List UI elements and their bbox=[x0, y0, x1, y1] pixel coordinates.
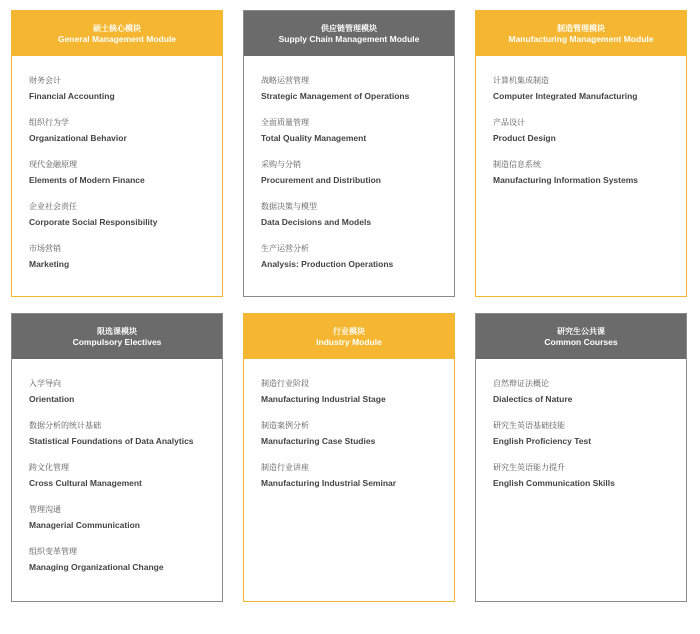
course-name-zh: 制造案例分析 bbox=[261, 421, 309, 430]
course-name-en: Manufacturing Case Studies bbox=[261, 436, 376, 446]
course-list bbox=[476, 359, 686, 490]
module-title-en: Supply Chain Management Module bbox=[278, 33, 420, 44]
module-header bbox=[12, 314, 222, 359]
course-name-en: Manufacturing Industrial Seminar bbox=[261, 478, 397, 488]
course-item bbox=[261, 462, 454, 490]
module-title-en: General Management Module bbox=[57, 33, 177, 44]
course-name-zh: 企业社会责任 bbox=[29, 202, 77, 211]
course-name-en: Orientation bbox=[29, 394, 75, 404]
module-card-general-management bbox=[11, 10, 223, 297]
course-name-en: Analysis: Production Operations bbox=[261, 259, 394, 269]
module-title-en: Industry Module bbox=[316, 336, 382, 347]
module-title-en: Common Courses bbox=[544, 336, 618, 347]
course-list bbox=[12, 56, 222, 271]
module-title-zh: 制造管理模块 bbox=[557, 23, 605, 33]
module-title-zh: 供应链管理模块 bbox=[321, 23, 377, 33]
course-item bbox=[29, 546, 222, 574]
course-name-zh: 管理沟通 bbox=[29, 505, 61, 514]
course-name-en: English Communication Skills bbox=[493, 478, 615, 488]
course-item bbox=[493, 117, 686, 145]
course-name-en: Total Quality Management bbox=[261, 133, 367, 143]
course-item bbox=[261, 201, 454, 229]
course-item bbox=[29, 75, 222, 103]
module-title-zh: 研究生公共课 bbox=[557, 326, 605, 336]
course-item bbox=[29, 159, 222, 187]
course-name-zh: 产品设计 bbox=[493, 118, 525, 127]
course-name-zh: 组织行为学 bbox=[29, 118, 69, 127]
course-item bbox=[493, 462, 686, 490]
course-item bbox=[29, 462, 222, 490]
course-name-en: English Proficiency Test bbox=[493, 436, 592, 446]
course-name-en: Product Design bbox=[493, 133, 556, 143]
course-name-zh: 采购与分销 bbox=[261, 160, 301, 169]
course-name-en: Managerial Communication bbox=[29, 520, 140, 530]
course-name-zh: 制造行业讲座 bbox=[261, 463, 309, 472]
course-name-en: Computer Integrated Manufacturing bbox=[493, 91, 638, 101]
course-item bbox=[493, 159, 686, 187]
module-card-compulsory-electives bbox=[11, 313, 223, 602]
course-name-en: Manufacturing Information Systems bbox=[493, 175, 638, 185]
course-name-en: Corporate Social Responsibility bbox=[29, 217, 158, 227]
course-name-en: Manufacturing Industrial Stage bbox=[261, 394, 386, 404]
course-name-zh: 全面质量管理 bbox=[261, 118, 309, 127]
module-card-industry bbox=[243, 313, 455, 602]
course-item bbox=[261, 117, 454, 145]
course-name-en: Cross Cultural Management bbox=[29, 478, 142, 488]
course-name-zh: 研究生英语能力提升 bbox=[493, 463, 565, 472]
module-header bbox=[244, 314, 454, 359]
course-list bbox=[244, 56, 454, 271]
course-name-zh: 自然辩证法概论 bbox=[493, 379, 549, 388]
course-item bbox=[29, 378, 222, 406]
module-header bbox=[12, 11, 222, 56]
course-item bbox=[29, 420, 222, 448]
course-name-en: Strategic Management of Operations bbox=[261, 91, 410, 101]
course-item bbox=[261, 243, 454, 271]
course-item bbox=[493, 75, 686, 103]
module-title-en: Compulsory Electives bbox=[72, 336, 162, 347]
course-item bbox=[29, 117, 222, 145]
course-item bbox=[261, 159, 454, 187]
module-title-zh: 硕士核心模块 bbox=[93, 23, 141, 33]
course-name-zh: 生产运营分析 bbox=[261, 244, 309, 253]
course-name-en: Managing Organizational Change bbox=[29, 562, 164, 572]
course-item bbox=[261, 378, 454, 406]
course-item bbox=[261, 75, 454, 103]
module-title-zh: 限选课模块 bbox=[97, 326, 137, 336]
module-header bbox=[476, 11, 686, 56]
course-item bbox=[493, 420, 686, 448]
course-item bbox=[29, 504, 222, 532]
course-name-en: Procurement and Distribution bbox=[261, 175, 381, 185]
module-header bbox=[476, 314, 686, 359]
course-name-zh: 入学导向 bbox=[29, 379, 61, 388]
course-item bbox=[261, 420, 454, 448]
course-name-zh: 研究生英语基础技能 bbox=[493, 421, 565, 430]
course-name-zh: 跨文化管理 bbox=[29, 463, 69, 472]
module-title-en: Manufacturing Management Module bbox=[508, 33, 654, 44]
module-title-zh: 行业模块 bbox=[333, 326, 365, 336]
course-item bbox=[29, 243, 222, 271]
course-item bbox=[493, 378, 686, 406]
course-name-zh: 制造信息系统 bbox=[493, 160, 541, 169]
course-name-zh: 财务会计 bbox=[29, 76, 61, 85]
module-card-manufacturing-management bbox=[475, 10, 687, 297]
course-name-en: Elements of Modern Finance bbox=[29, 175, 145, 185]
course-name-en: Financial Accounting bbox=[29, 91, 115, 101]
course-list bbox=[244, 359, 454, 490]
course-name-zh: 制造行业阶段 bbox=[261, 379, 309, 388]
course-name-zh: 数据分析的统计基础 bbox=[29, 421, 101, 430]
module-card-common-courses bbox=[475, 313, 687, 602]
course-name-en: Statistical Foundations of Data Analytics bbox=[29, 436, 194, 446]
course-name-zh: 组织变革管理 bbox=[29, 547, 77, 556]
course-name-en: Dialectics of Nature bbox=[493, 394, 573, 404]
course-name-en: Organizational Behavior bbox=[29, 133, 127, 143]
course-list bbox=[12, 359, 222, 574]
course-name-zh: 市场营销 bbox=[29, 244, 61, 253]
course-name-zh: 计算机集成制造 bbox=[493, 76, 549, 85]
course-list bbox=[476, 56, 686, 187]
course-name-zh: 数据决策与模型 bbox=[261, 202, 317, 211]
module-header bbox=[244, 11, 454, 56]
course-name-en: Data Decisions and Models bbox=[261, 217, 372, 227]
course-name-en: Marketing bbox=[29, 259, 70, 269]
module-card-supply-chain bbox=[243, 10, 455, 297]
course-name-zh: 战略运营管理 bbox=[261, 76, 309, 85]
course-name-zh: 现代金融原理 bbox=[29, 160, 77, 169]
course-item bbox=[29, 201, 222, 229]
